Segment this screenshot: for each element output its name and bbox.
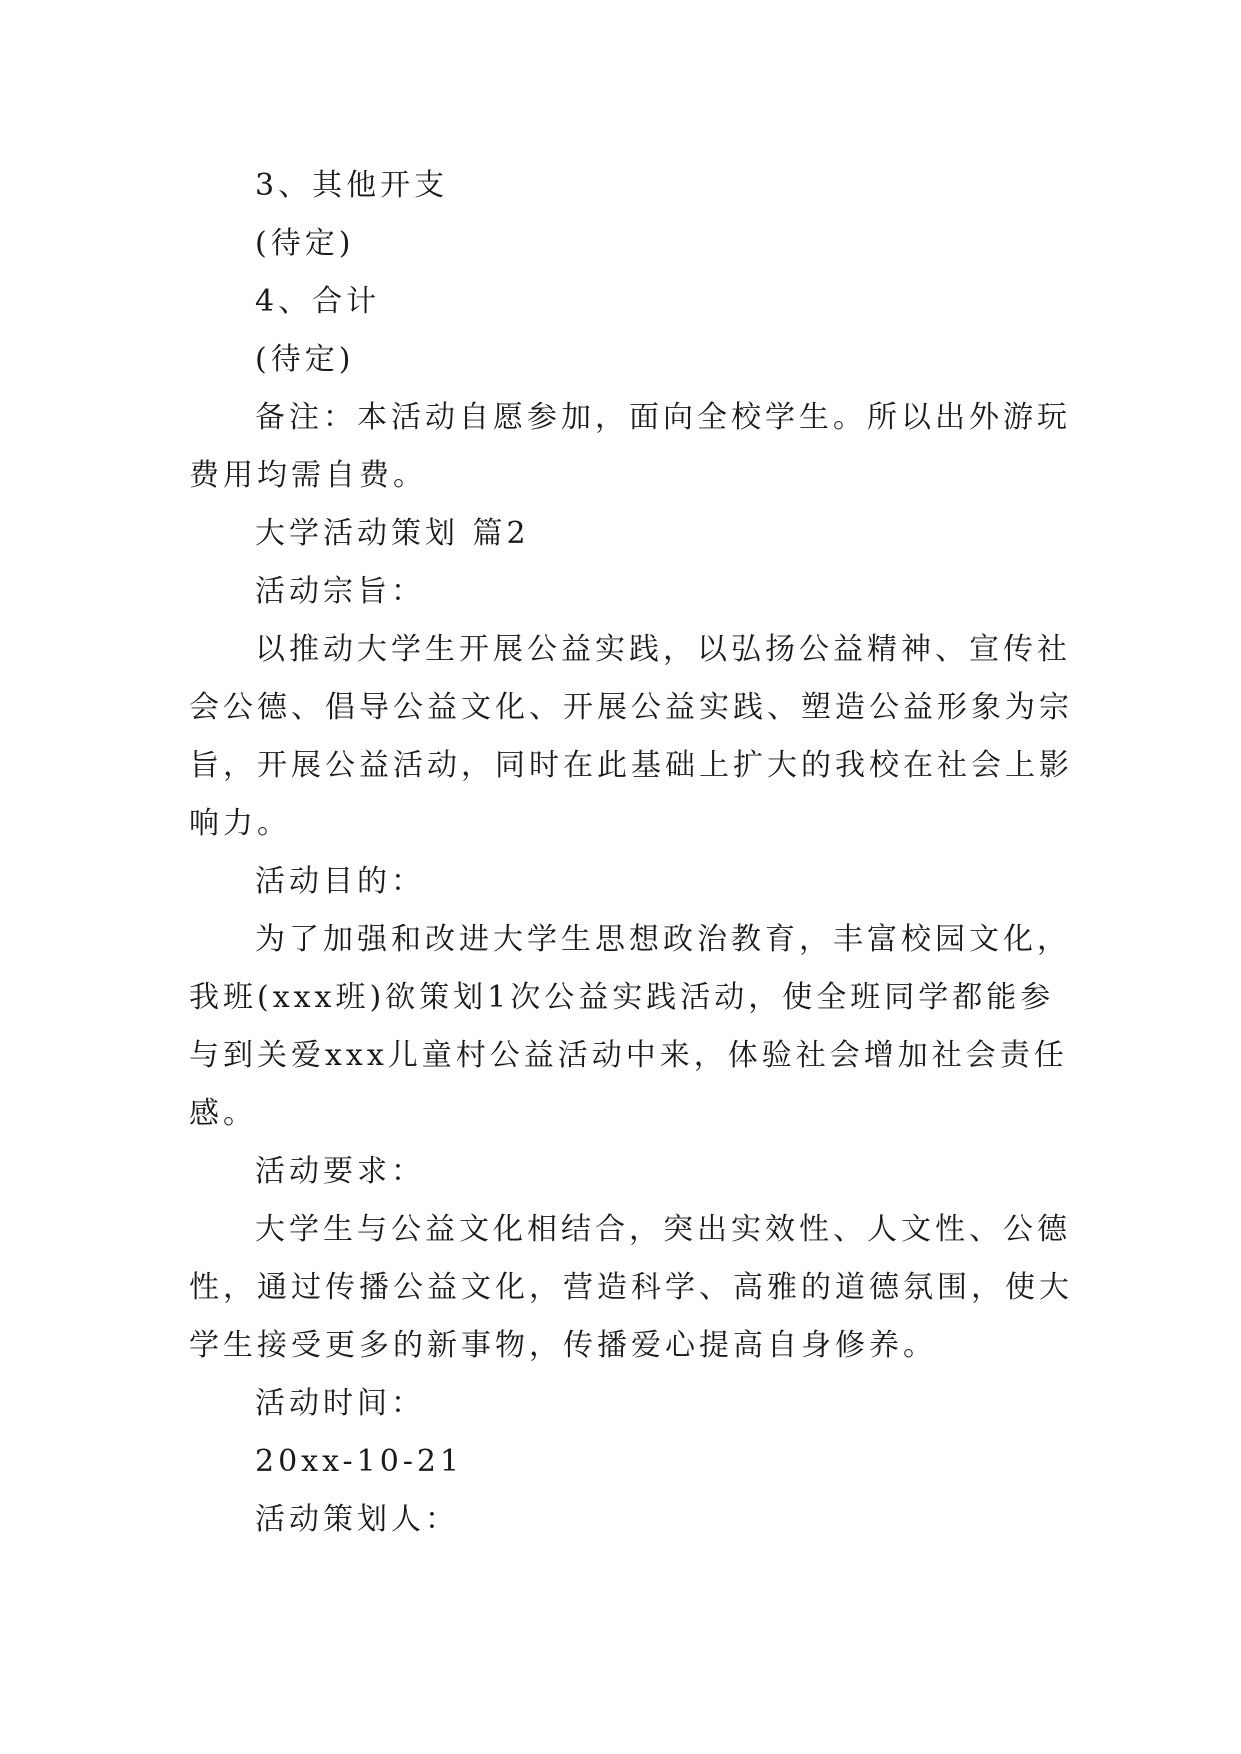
remark-paragraph-line-2: 费用均需自费。 xyxy=(189,458,427,493)
section-heading: 大学活动策划 篇2 xyxy=(255,516,530,551)
remark-paragraph-line-1: 备注：本活动自愿参加，面向全校学生。所以出外游玩 xyxy=(255,400,1071,435)
goal-paragraph-line-4: 感。 xyxy=(189,1096,257,1131)
budget-item-total: 4、合计 xyxy=(255,284,381,319)
time-value: 20xx-10-21 xyxy=(255,1444,464,1479)
budget-item-other-expenses: 3、其他开支 xyxy=(255,168,449,203)
requirements-paragraph-line-2: 性，通过传播公益文化，营造科学、高雅的道德氛围，使大 xyxy=(189,1270,1073,1305)
budget-item-total-value: (待定) xyxy=(255,342,355,377)
budget-item-other-value: (待定) xyxy=(255,226,355,261)
requirements-heading: 活动要求： xyxy=(255,1154,425,1189)
requirements-paragraph-line-3: 学生接受更多的新事物，传播爱心提高自身修养。 xyxy=(189,1328,937,1363)
requirements-paragraph-line-1: 大学生与公益文化相结合，突出实效性、人文性、公德 xyxy=(255,1212,1071,1247)
goal-heading: 活动目的： xyxy=(255,864,425,899)
purpose-paragraph-line-4: 响力。 xyxy=(189,806,291,841)
purpose-paragraph-line-1: 以推动大学生开展公益实践，以弘扬公益精神、宣传社 xyxy=(255,632,1071,667)
purpose-heading: 活动宗旨： xyxy=(255,574,425,609)
time-heading: 活动时间： xyxy=(255,1386,425,1421)
purpose-paragraph-line-3: 旨，开展公益活动，同时在此基础上扩大的我校在社会上影 xyxy=(189,748,1073,783)
goal-paragraph-line-2: 我班(xxx班)欲策划1次公益实践活动，使全班同学都能参 xyxy=(189,980,1055,1015)
planner-heading: 活动策划人： xyxy=(255,1502,459,1537)
purpose-paragraph-line-2: 会公德、倡导公益文化、开展公益实践、塑造公益形象为宗 xyxy=(189,690,1073,725)
goal-paragraph-line-3: 与到关爱xxx儿童村公益活动中来，体验社会增加社会责任 xyxy=(189,1038,1068,1073)
goal-paragraph-line-1: 为了加强和改进大学生思想政治教育，丰富校园文化， xyxy=(255,922,1071,957)
